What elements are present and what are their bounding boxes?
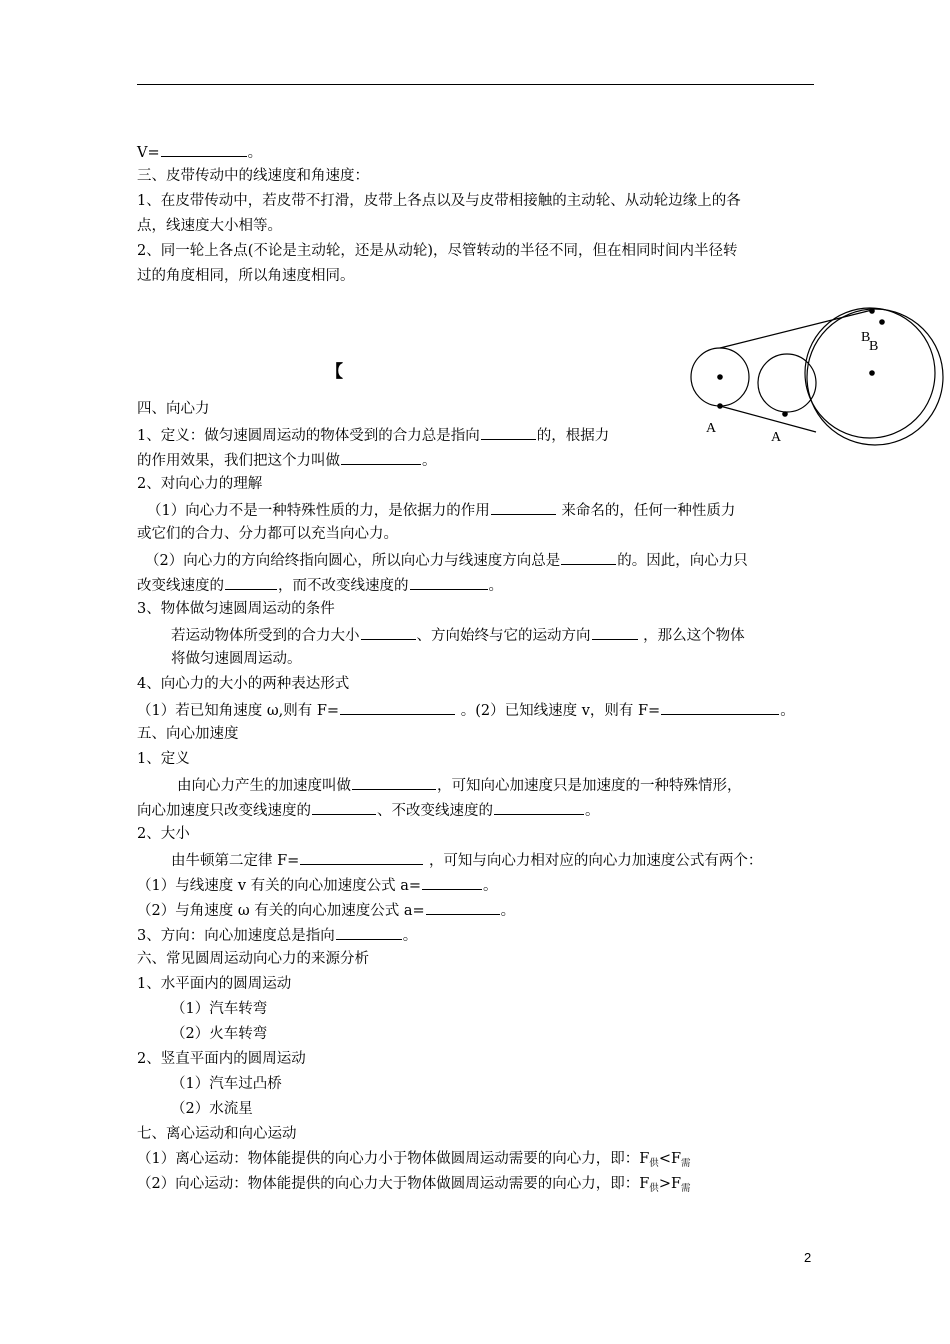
label-b: B — [869, 339, 879, 354]
blank[interactable] — [340, 699, 455, 715]
text-line: 2、大小 — [137, 826, 190, 842]
label-a: A — [771, 430, 782, 445]
section-heading: 六、常见圆周运动向心力的来源分析 — [137, 951, 369, 967]
text-line: 的作用效果，我们把这个力叫做 。 — [137, 449, 437, 471]
section-heading: 七、离心运动和向心运动 — [137, 1126, 297, 1142]
text-line: 3、物体做匀速圆周运动的条件 — [137, 601, 335, 617]
text-line: 向心加速度只改变线速度的 、不改变线速度的 。 — [137, 799, 600, 821]
text-line: 若运动物体所受到的合力大小 、方向始终与它的运动方向 ，那么这个物体 — [137, 624, 745, 646]
blank[interactable] — [592, 624, 638, 640]
text-line: 将做匀速圆周运动。 — [171, 651, 302, 667]
bracket-mark: 【 — [326, 362, 343, 382]
text-line: 或它们的合力、分力都可以充当向心力。 — [137, 526, 398, 542]
text-line: 改变线速度的 ，而不改变线速度的 。 — [137, 574, 503, 596]
blank[interactable] — [422, 874, 482, 890]
label-b: B — [861, 330, 871, 345]
belt-top — [720, 310, 872, 348]
text-line: 1、在皮带传动中，若皮带不打滑，皮带上各点以及与皮带相接触的主动轮、从动轮边缘上的各 — [137, 193, 741, 209]
text-line: （2）向心运动：物体能提供的向心力大于物体做圆周运动需要的向心力，即：$F_供>F_需$ — [137, 1176, 691, 1194]
center-dot — [869, 370, 875, 376]
blank[interactable] — [336, 924, 402, 940]
point-a-dot — [782, 411, 788, 417]
blank[interactable] — [361, 624, 416, 640]
text-line: 2、同一轮上各点(不论是主动轮，还是从动轮)，尽管转动的半径不同，但在相同时间内半径转 — [137, 243, 738, 259]
text-line: 2、竖直平面内的圆周运动 — [137, 1051, 306, 1067]
text-line: （1）汽车转弯 — [171, 1001, 268, 1017]
large-pulley-outer — [807, 309, 943, 445]
blank[interactable] — [225, 574, 277, 590]
blank[interactable] — [426, 899, 500, 915]
blank[interactable] — [300, 849, 423, 865]
center-dot — [717, 374, 723, 380]
text-line: （1）向心力不是一种特殊性质的力，是依据力的作用 来命名的，任何一种性质力 — [137, 499, 735, 521]
blank[interactable] — [561, 549, 616, 565]
text-line: （2）水流星 — [171, 1101, 253, 1117]
text-line: 3、方向：向心加速度总是指向 。 — [137, 924, 417, 946]
point-a-dot — [717, 403, 723, 409]
blank[interactable] — [352, 774, 436, 790]
text-line: 2、对向心力的理解 — [137, 476, 263, 492]
point-b-dot — [879, 319, 885, 325]
text-line: 过的角度相同，所以角速度相同。 — [137, 268, 355, 284]
text-line: （1）若已知角速度 ω,则有 F= 。(2）已知线速度 v，则有 F= 。 — [137, 699, 795, 721]
section-heading: 五、向心加速度 — [137, 726, 239, 742]
blank[interactable] — [481, 424, 536, 440]
text-line: （1）汽车过凸桥 — [171, 1076, 282, 1092]
text-line: （2）火车转弯 — [171, 1026, 268, 1042]
page-number: 2 — [804, 1250, 812, 1265]
section-heading: 四、向心力 — [137, 401, 210, 417]
text-line: （2）向心力的方向给终指向圆心，所以向心力与线速度方向总是 的。因此，向心力只 — [137, 549, 748, 571]
text-line: （2）与角速度 ω 有关的向心加速度公式 a= 。 — [137, 899, 515, 921]
blank[interactable] — [491, 499, 556, 515]
blank[interactable] — [341, 449, 421, 465]
text-line: 1、定义 — [137, 751, 190, 767]
text-line: 1、定义：做匀速圆周运动的物体受到的合力总是指向 的，根据力 — [137, 424, 609, 446]
blank[interactable] — [312, 799, 376, 815]
belt-bottom — [720, 406, 816, 432]
blank[interactable] — [661, 699, 779, 715]
belt-pulley-diagram — [680, 300, 948, 460]
point-b-dot — [869, 308, 875, 314]
text-line: （1）离心运动：物体能提供的向心力小于物体做圆周运动需要的向心力，即：$F_供<F_需$ — [137, 1151, 691, 1169]
text-line: V= 。 — [137, 141, 262, 163]
section-heading: 三、皮带传动中的线速度和角速度： — [137, 168, 369, 184]
blank[interactable] — [494, 799, 584, 815]
text-line: 由牛顿第二定律 F= ，可知与向心力相对应的向心力加速度公式有两个： — [137, 849, 762, 871]
text-line: 点，线速度大小相等。 — [137, 218, 282, 234]
label-a: A — [706, 421, 717, 436]
blank[interactable] — [161, 141, 247, 157]
blank[interactable] — [410, 574, 488, 590]
header-rule — [137, 84, 814, 85]
text-line: 由向心力产生的加速度叫做 ，可知向心加速度只是加速度的一种特殊情形， — [137, 774, 742, 796]
text-line: 4、向心力的大小的两种表达形式 — [137, 676, 350, 692]
text-line: 1、水平面内的圆周运动 — [137, 976, 292, 992]
text-line: （1）与线速度 v 有关的向心加速度公式 a= 。 — [137, 874, 498, 896]
